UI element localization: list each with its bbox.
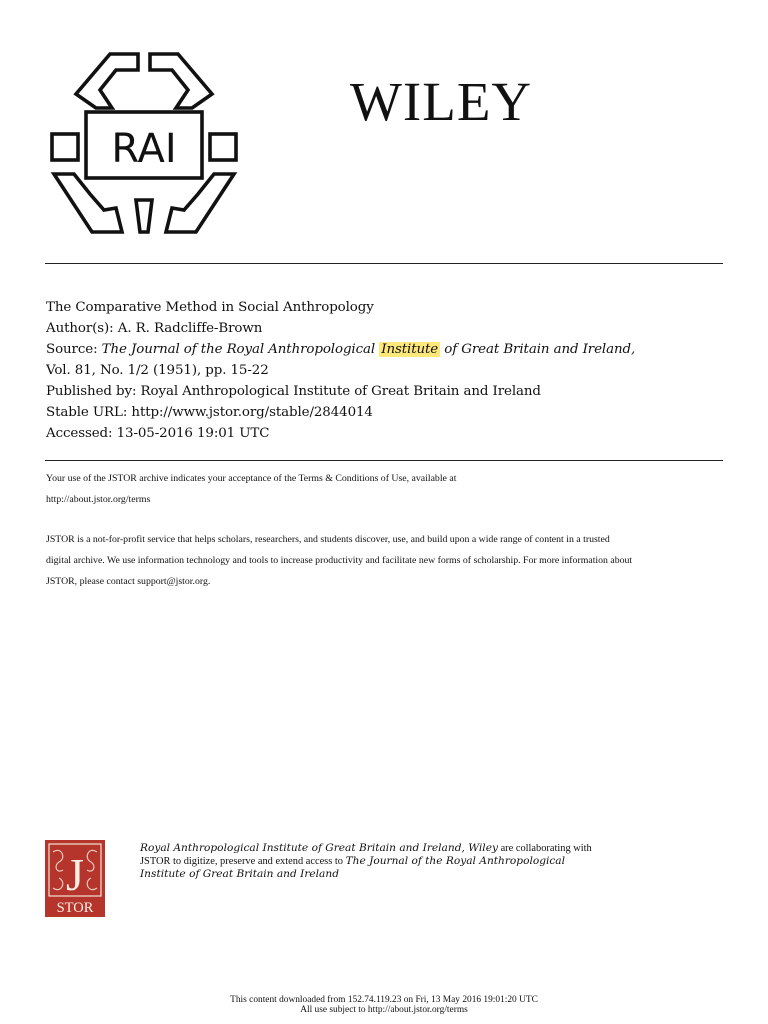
about-text-line-1: JSTOR is a not-for-profit service that helps scholars, researchers, and students discover, use, and build upon a wide range of content in a trusted	[46, 534, 610, 545]
header-divider	[45, 263, 723, 264]
stable-url-line	[46, 402, 736, 423]
stable-url-link[interactable]: http://www.jstor.org/stable/2844014	[131, 405, 373, 420]
rai-logo-arm-bottom-right	[166, 174, 234, 232]
rai-logo	[44, 50, 244, 238]
source-line	[46, 339, 736, 360]
source-journal-part2: of Great Britain and Ireland,	[444, 342, 636, 357]
collaboration-journal-2: Institute of Great Britain and Ireland	[140, 868, 339, 880]
rai-logo-text: RAI	[111, 126, 177, 172]
terms-text: Your use of the JSTOR archive indicates your acceptance of the Terms & Conditions of Use, available at	[46, 473, 457, 484]
collaboration-line-1	[140, 842, 700, 855]
publisher-name: Royal Anthropological Institute of Great Britain and Ireland	[140, 384, 541, 399]
jstor-logo	[45, 840, 105, 917]
highlighted-word: Institute	[381, 342, 439, 357]
article-title: The Comparative Method in Social Anthropology	[46, 300, 374, 315]
rai-logo-square-left	[52, 134, 78, 160]
collaboration-line-3	[140, 868, 700, 881]
author-name: A. R. Radcliffe-Brown	[117, 321, 263, 336]
jstor-logo-text: STOR	[56, 900, 94, 916]
collaboration-publishers: Royal Anthropological Institute of Great Britain and Ireland, Wiley	[140, 842, 498, 854]
accessed-line	[46, 423, 736, 444]
author-line	[46, 318, 736, 339]
accessed-label: Accessed:	[46, 426, 113, 441]
about-text-line-3: JSTOR, please contact support@jstor.org.	[46, 576, 211, 587]
source-volume: Vol. 81, No. 1/2 (1951), pp. 15-22	[46, 363, 269, 378]
source-label: Source:	[46, 342, 98, 357]
download-notice: This content downloaded from 152.74.119.23 on Fri, 13 May 2016 19:01:20 UTC	[230, 995, 538, 1005]
accessed-date: 13-05-2016 19:01 UTC	[116, 426, 270, 441]
publisher-label: Published by:	[46, 384, 137, 399]
rai-logo-arm-top-left	[76, 54, 138, 108]
author-label: Author(s):	[46, 321, 114, 336]
collaboration-line-2	[140, 855, 700, 868]
source-journal-part1: The Journal of the Royal Anthropological	[101, 342, 376, 357]
terms-link[interactable]: http://about.jstor.org/terms	[46, 494, 151, 505]
rai-logo-arm-bottom-left	[54, 174, 122, 232]
about-text-line-2: digital archive. We use information technology and tools to increase productivity and facilitate new forms of scholarship. For more information about	[46, 555, 633, 566]
collaboration-text-1: are collaborating with	[500, 843, 592, 854]
rai-logo-square-right	[210, 134, 236, 160]
collaboration-text-2: JSTOR to digitize, preserve and extend access to	[140, 856, 343, 867]
jstor-logo-initial: J	[66, 849, 84, 900]
collaboration-journal-1: The Journal of the Royal Anthropological	[345, 855, 566, 867]
publisher-line	[46, 381, 736, 402]
metadata-divider	[45, 460, 723, 461]
wiley-logo: WILEY	[350, 71, 533, 132]
terms-notice: All use subject to http://about.jstor.org/terms	[300, 1005, 468, 1015]
rai-logo-wedge	[136, 200, 152, 232]
rai-logo-arm-top-right	[150, 54, 212, 108]
stable-url-label: Stable URL:	[46, 405, 128, 420]
